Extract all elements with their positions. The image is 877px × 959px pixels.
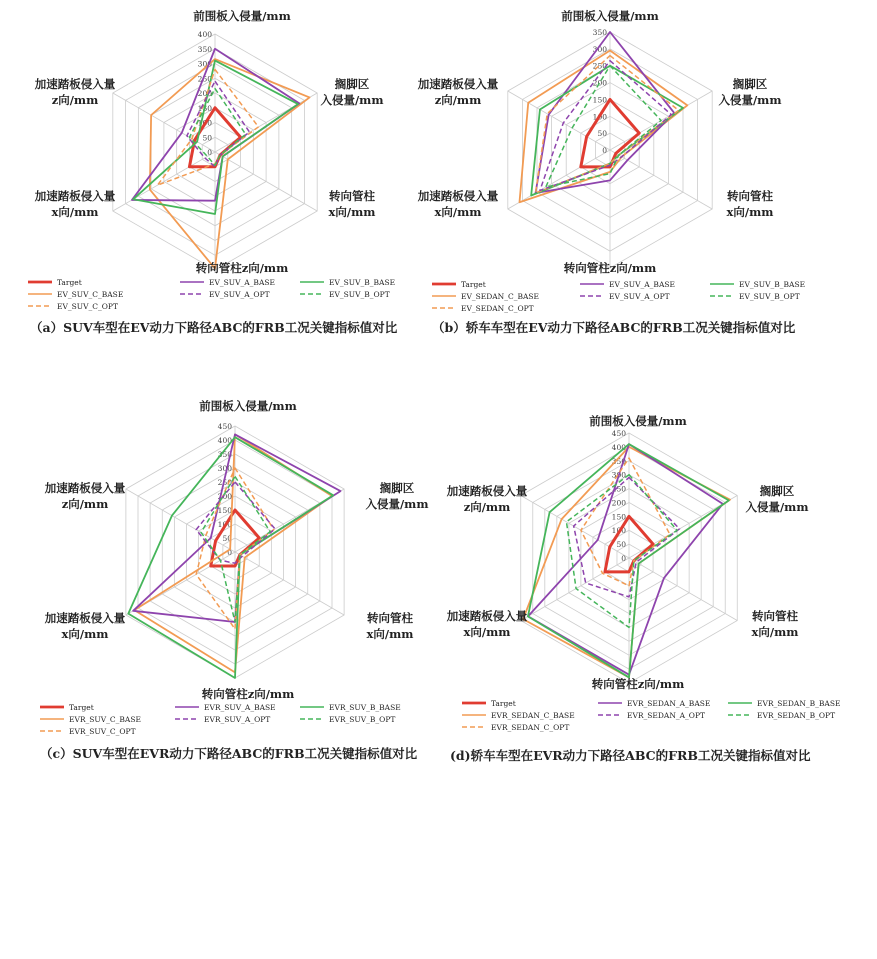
axis-label-line: z向/mm [51, 93, 99, 107]
axis-label-line: 加速踏板侵入量 [417, 77, 499, 91]
legend [462, 699, 840, 732]
legend-label: EV_SEDAN_C_BASE [461, 292, 540, 301]
axis-label-line: 入侵量/mm [365, 497, 429, 511]
legend [40, 703, 401, 736]
axis-label-line: 转向管柱 [329, 189, 375, 203]
tick-label: 50 [616, 540, 626, 550]
axis-label-line: x向/mm [463, 625, 511, 639]
series-group [128, 434, 340, 678]
tick-label: 50 [222, 534, 232, 543]
legend-label: EVR_SUV_B_BASE [329, 703, 401, 712]
legend-label: Target [69, 703, 94, 712]
axis-label [417, 77, 499, 107]
legend-label: EV_SUV_A_OPT [209, 290, 270, 299]
tick-label: 400 [197, 30, 212, 39]
tick-label: 300 [611, 470, 626, 480]
axis-label-line: 搁脚区 [379, 481, 415, 495]
tick-label: 250 [217, 478, 232, 487]
axis-label [446, 609, 528, 639]
tick-label: 200 [197, 89, 212, 98]
axis-label-line: 入侵量/mm [718, 93, 782, 107]
axis-label [727, 189, 774, 219]
legend-label: EVR_SEDAN_B_BASE [757, 699, 841, 708]
axis-label-line: 入侵量/mm [745, 500, 809, 514]
tick-label: 400 [611, 442, 626, 452]
legend-label: EVR_SUV_C_BASE [69, 715, 141, 724]
legend-label: EV_SUV_A_BASE [209, 278, 275, 287]
tick-label: 450 [217, 422, 232, 431]
legend-label: EV_SUV_B_BASE [739, 280, 806, 289]
tick-label: 150 [592, 95, 607, 105]
legend-label: EVR_SUV_C_OPT [69, 727, 136, 736]
axis-label-line: 前围板入侵量/mm [561, 9, 659, 23]
tick-label: 300 [592, 44, 607, 54]
axis-label [752, 609, 799, 639]
tick-label: 200 [217, 492, 232, 501]
legend-label: EV_SEDAN_C_OPT [461, 304, 534, 313]
axis-label [193, 9, 291, 23]
legend-label: Target [57, 278, 82, 287]
figure-caption: （b）轿车车型在EV动力下路径ABC的FRB工况关键指标值对比 [432, 320, 796, 335]
axis-label-line: x向/mm [751, 625, 799, 639]
tick-label: 100 [197, 118, 212, 128]
tick-label: 150 [217, 506, 232, 515]
radar-grid [508, 32, 712, 268]
figure-caption: (d)轿车车型在EVR动力下路径ABC的FRB工况关键指标值对比 [450, 748, 811, 763]
legend-label: EVR_SUV_A_OPT [204, 715, 271, 724]
legend-label: EVR_SEDAN_C_BASE [491, 711, 575, 720]
axis-label [745, 484, 808, 514]
axis-label-line: 加速踏板侵入量 [417, 189, 499, 203]
radar-panel-d [446, 414, 841, 763]
axis-label-line: 搁脚区 [759, 484, 795, 498]
legend-label: EVR_SEDAN_A_BASE [627, 699, 711, 708]
tick-label: 250 [592, 61, 607, 71]
tick-label: 350 [592, 28, 607, 37]
axis-label-line: x向/mm [726, 205, 774, 219]
tick-label: 350 [611, 456, 626, 466]
axis-label-line: x向/mm [434, 205, 482, 219]
axis-label-line: 入侵量/mm [320, 93, 384, 107]
tick-label: 450 [611, 429, 626, 438]
axis-label [592, 677, 685, 691]
series-EVR_SUV_A_OPT [196, 482, 275, 563]
axis-label-line: 转向管柱z向/mm [563, 261, 657, 275]
axis-label-line: 加速踏板侵入量 [34, 77, 116, 91]
legend-label: EV_SUV_C_OPT [57, 302, 118, 311]
tick-label: 200 [592, 78, 607, 88]
radar-panel-c [40, 399, 429, 761]
tick-label: 0 [207, 148, 212, 157]
tick-label: 250 [611, 484, 626, 494]
tick-label: 250 [197, 74, 212, 84]
legend-label: EVR_SEDAN_A_OPT [627, 711, 706, 720]
axis-label [417, 189, 499, 219]
radar-panel-b [417, 9, 805, 335]
series-EVR_SUV_B_OPT [201, 476, 270, 622]
legend-label: EV_SUV_C_BASE [57, 290, 124, 299]
axis-label-line: z向/mm [463, 500, 511, 514]
axis-label-line: 加速踏板侵入量 [44, 611, 126, 625]
axis-label [199, 399, 297, 413]
tick-label: 350 [217, 450, 232, 459]
axis-label-line: 转向管柱z向/mm [591, 677, 685, 691]
legend-label: Target [491, 699, 516, 708]
tick-label: 100 [611, 526, 626, 536]
axis-label-line: 前围板入侵量/mm [589, 414, 687, 428]
tick-label: 50 [202, 133, 212, 143]
tick-label: 50 [597, 129, 607, 139]
legend [432, 280, 805, 313]
tick-label: 100 [592, 112, 607, 122]
axis-label [564, 261, 657, 275]
axis-label-line: 加速踏板侵入量 [446, 609, 528, 623]
axis-label-line: 前围板入侵量/mm [193, 9, 291, 23]
axis-label [44, 481, 126, 511]
axis-label-line: 加速踏板侵入量 [446, 484, 528, 498]
axis-label-line: 搁脚区 [334, 77, 370, 91]
figure-caption: （a）SUV车型在EV动力下路径ABC的FRB工况关键指标值对比 [30, 320, 398, 335]
axis-label-line: 前围板入侵量/mm [199, 399, 297, 413]
tick-label: 300 [197, 59, 212, 69]
axis-label-line: 转向管柱 [752, 609, 798, 623]
radar-panel-a [28, 9, 398, 335]
axis-label-line: z向/mm [61, 497, 109, 511]
radar-grid [126, 426, 344, 678]
legend-label: EVR_SEDAN_C_OPT [491, 723, 570, 732]
axis-label-line: 转向管柱z向/mm [201, 687, 295, 701]
axis-spoke [610, 150, 712, 209]
axis-label [446, 484, 528, 514]
radar-grid [521, 433, 738, 683]
axis-label-line: 转向管柱 [367, 611, 413, 625]
axis-label-line: x向/mm [328, 205, 376, 219]
axis-label [202, 687, 295, 701]
axis-label [196, 261, 289, 275]
axis-spoke [629, 558, 737, 621]
axis-spoke [521, 558, 629, 621]
axis-label-line: 转向管柱 [727, 189, 773, 203]
legend-label: EV_SUV_A_OPT [609, 292, 670, 301]
legend-label: EV_SUV_B_OPT [329, 290, 390, 299]
legend-label: EV_SUV_B_OPT [739, 292, 800, 301]
axis-label [34, 77, 116, 107]
axis-label [365, 481, 428, 511]
figure-caption: （c）SUV车型在EVR动力下路径ABC的FRB工况关键指标值对比 [40, 746, 418, 761]
axis-label [329, 189, 376, 219]
tick-label: 0 [227, 548, 232, 557]
axis-label [561, 9, 659, 23]
tick-label: 150 [197, 103, 212, 113]
axis-label [320, 77, 383, 107]
axis-label-line: x向/mm [61, 627, 109, 641]
legend-label: EVR_SEDAN_B_OPT [757, 711, 836, 720]
axis-label-line: 加速踏板侵入量 [34, 189, 116, 203]
tick-label: 0 [621, 554, 626, 563]
legend-label: EVR_SUV_A_BASE [204, 703, 276, 712]
axis-label-line: 加速踏板侵入量 [44, 481, 126, 495]
axis-spoke [235, 552, 344, 615]
axis-label [34, 189, 116, 219]
legend-label: Target [461, 280, 486, 289]
tick-label: 150 [611, 512, 626, 522]
legend-label: EV_SUV_A_BASE [609, 280, 675, 289]
legend-label: EVR_SUV_B_OPT [329, 715, 396, 724]
tick-label: 200 [611, 498, 626, 508]
axis-label-line: x向/mm [51, 205, 99, 219]
tick-label: 100 [217, 520, 232, 529]
tick-label: 0 [602, 146, 607, 155]
series-EVR_SUV_B_BASE [128, 437, 333, 678]
axis-label-line: x向/mm [366, 627, 414, 641]
axis-label [367, 611, 414, 641]
legend [28, 278, 395, 311]
axis-label-line: 搁脚区 [732, 77, 768, 91]
axis-label [44, 611, 126, 641]
axis-label-line: z向/mm [434, 93, 482, 107]
axis-label-line: 转向管柱z向/mm [195, 261, 289, 275]
tick-label: 350 [197, 44, 212, 54]
axis-label [589, 414, 687, 428]
axis-label [718, 77, 781, 107]
legend-label: EV_SUV_B_BASE [329, 278, 396, 287]
tick-label: 300 [217, 464, 232, 473]
tick-label: 400 [217, 436, 232, 445]
